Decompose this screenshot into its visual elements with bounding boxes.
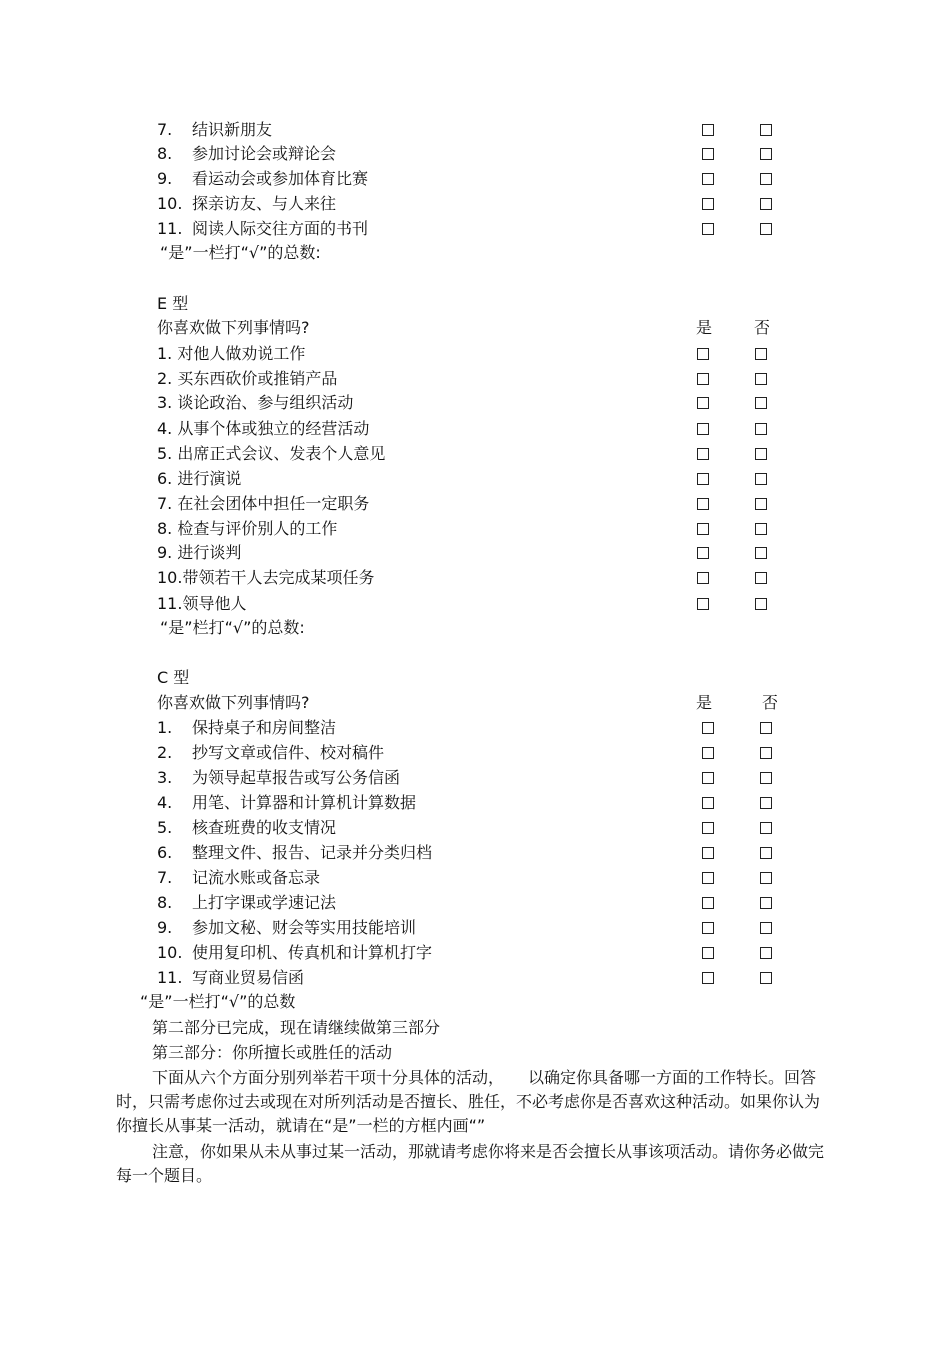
no-checkbox[interactable]: [760, 847, 772, 859]
no-checkbox[interactable]: [760, 722, 772, 734]
yes-checkbox[interactable]: [697, 473, 709, 485]
item-label: 抄写文章或信件、校对稿件: [192, 743, 385, 762]
item-number: 10.: [157, 943, 183, 962]
item-number: 2.: [157, 743, 173, 762]
item-label: 看运动会或参加体育比赛: [192, 169, 369, 188]
yes-checkbox[interactable]: [702, 872, 714, 884]
no-checkbox[interactable]: [755, 473, 767, 485]
section-total: “是”一栏打“√”的总数: [140, 992, 296, 1011]
item-number: 5.: [157, 818, 173, 837]
no-checkbox[interactable]: [760, 972, 772, 984]
no-checkbox[interactable]: [760, 747, 772, 759]
no-checkbox[interactable]: [755, 373, 767, 385]
item-number: 4.: [157, 793, 173, 812]
item-label: 使用复印机、传真机和计算机打字: [192, 943, 433, 962]
no-checkbox[interactable]: [760, 922, 772, 934]
item-number: 11.: [157, 219, 183, 238]
no-checkbox[interactable]: [760, 772, 772, 784]
item-number: 7.: [157, 120, 173, 139]
item-number: 1.: [157, 718, 173, 737]
item-label: 7. 在社会团体中担任一定职务: [157, 494, 370, 513]
yes-checkbox[interactable]: [697, 498, 709, 510]
no-checkbox[interactable]: [755, 598, 767, 610]
item-label: 8. 检查与评价别人的工作: [157, 519, 338, 538]
item-label: 6. 进行演说: [157, 469, 242, 488]
yes-column-header: 是: [696, 318, 713, 337]
no-checkbox[interactable]: [760, 797, 772, 809]
part3-title: 第三部分：你所擅长或胜任的活动: [152, 1043, 393, 1062]
no-checkbox[interactable]: [755, 423, 767, 435]
yes-checkbox[interactable]: [702, 847, 714, 859]
item-label: 2. 买东西砍价或推销产品: [157, 369, 338, 388]
yes-checkbox[interactable]: [702, 173, 714, 185]
item-label: 记流水账或备忘录: [192, 868, 321, 887]
item-number: 3.: [157, 768, 173, 787]
yes-checkbox[interactable]: [702, 148, 714, 160]
item-label: 核查班费的收支情况: [192, 818, 337, 837]
item-number: 8.: [157, 893, 173, 912]
yes-checkbox[interactable]: [697, 348, 709, 360]
section-question: 你喜欢做下列事情吗?: [157, 318, 310, 337]
yes-checkbox[interactable]: [702, 198, 714, 210]
yes-checkbox[interactable]: [697, 547, 709, 559]
part2-complete-note: 第二部分已完成，现在请继续做第三部分: [152, 1018, 441, 1037]
yes-checkbox[interactable]: [702, 223, 714, 235]
item-label: 11.领导他人: [157, 594, 247, 613]
yes-checkbox[interactable]: [702, 772, 714, 784]
yes-checkbox[interactable]: [697, 572, 709, 584]
no-column-header: 否: [762, 693, 779, 712]
no-checkbox[interactable]: [760, 124, 772, 136]
yes-checkbox[interactable]: [697, 397, 709, 409]
item-number: 9.: [157, 918, 173, 937]
section-total: “是”栏打“√”的总数:: [160, 618, 305, 637]
item-label: 上打字课或学速记法: [192, 893, 337, 912]
no-checkbox[interactable]: [760, 897, 772, 909]
no-checkbox[interactable]: [755, 397, 767, 409]
yes-checkbox[interactable]: [697, 423, 709, 435]
yes-checkbox[interactable]: [702, 922, 714, 934]
yes-checkbox[interactable]: [702, 747, 714, 759]
item-label: 结识新朋友: [192, 120, 273, 139]
item-label: 10.带领若干人去完成某项任务: [157, 568, 375, 587]
no-checkbox[interactable]: [755, 348, 767, 360]
item-number: 8.: [157, 144, 173, 163]
no-column-header: 否: [754, 318, 771, 337]
item-number: 7.: [157, 868, 173, 887]
instruction-paragraph: [116, 1066, 828, 1138]
item-label: 写商业贸易信函: [192, 968, 305, 987]
item-label: 保持桌子和房间整洁: [192, 718, 337, 737]
no-checkbox[interactable]: [760, 872, 772, 884]
yes-checkbox[interactable]: [702, 797, 714, 809]
section-question: 你喜欢做下列事情吗?: [157, 693, 310, 712]
item-label: 为领导起草报告或写公务信函: [192, 768, 401, 787]
no-checkbox[interactable]: [755, 498, 767, 510]
item-label: 参加讨论会或辩论会: [192, 144, 337, 163]
no-checkbox[interactable]: [760, 173, 772, 185]
yes-checkbox[interactable]: [697, 598, 709, 610]
no-checkbox[interactable]: [760, 822, 772, 834]
item-number: 9.: [157, 169, 173, 188]
no-checkbox[interactable]: [760, 223, 772, 235]
no-checkbox[interactable]: [760, 148, 772, 160]
yes-checkbox[interactable]: [702, 947, 714, 959]
item-label: 3. 谈论政治、参与组织活动: [157, 393, 354, 412]
yes-checkbox[interactable]: [697, 448, 709, 460]
instruction-text: 下面从六个方面分别列举若干项十分具体的活动， 以确定你具备哪一方面的工作特长。回答时，只需考虑你过去或现在对所列活动是否擅长、胜任，不必考虑你是否喜欢这种活动。如果你认为你擅长从事某一活动，就请在“是”一栏的方框内画“”: [116, 1068, 821, 1135]
yes-checkbox[interactable]: [702, 972, 714, 984]
no-checkbox[interactable]: [755, 572, 767, 584]
item-label: 4. 从事个体或独立的经营活动: [157, 419, 370, 438]
yes-checkbox[interactable]: [697, 523, 709, 535]
section-total: “是”一栏打“√”的总数:: [160, 243, 321, 262]
yes-checkbox[interactable]: [702, 897, 714, 909]
item-label: 5. 出席正式会议、发表个人意见: [157, 444, 386, 463]
yes-checkbox[interactable]: [702, 722, 714, 734]
no-checkbox[interactable]: [755, 547, 767, 559]
note-text: 注意，你如果从未从事过某一活动，那就请考虑你将来是否会擅长从事该项活动。请你务必做完每一个题目。: [116, 1142, 825, 1185]
item-label: 用笔、计算器和计算机计算数据: [192, 793, 417, 812]
item-label: 参加文秘、财会等实用技能培训: [192, 918, 417, 937]
no-checkbox[interactable]: [760, 947, 772, 959]
section-title: C 型: [157, 668, 190, 687]
item-label: 探亲访友、与人来往: [192, 194, 337, 213]
no-checkbox[interactable]: [755, 523, 767, 535]
item-number: 6.: [157, 843, 173, 862]
no-checkbox[interactable]: [755, 448, 767, 460]
yes-checkbox[interactable]: [702, 822, 714, 834]
yes-column-header: 是: [696, 693, 713, 712]
item-label: 1. 对他人做劝说工作: [157, 344, 306, 363]
note-paragraph: [116, 1140, 828, 1188]
item-number: 10.: [157, 194, 183, 213]
item-label: 阅读人际交往方面的书刊: [192, 219, 369, 238]
no-checkbox[interactable]: [760, 198, 772, 210]
item-number: 11.: [157, 968, 183, 987]
yes-checkbox[interactable]: [697, 373, 709, 385]
item-label: 9. 进行谈判: [157, 543, 242, 562]
item-label: 整理文件、报告、记录并分类归档: [192, 843, 433, 862]
section-title: E 型: [157, 294, 189, 313]
yes-checkbox[interactable]: [702, 124, 714, 136]
